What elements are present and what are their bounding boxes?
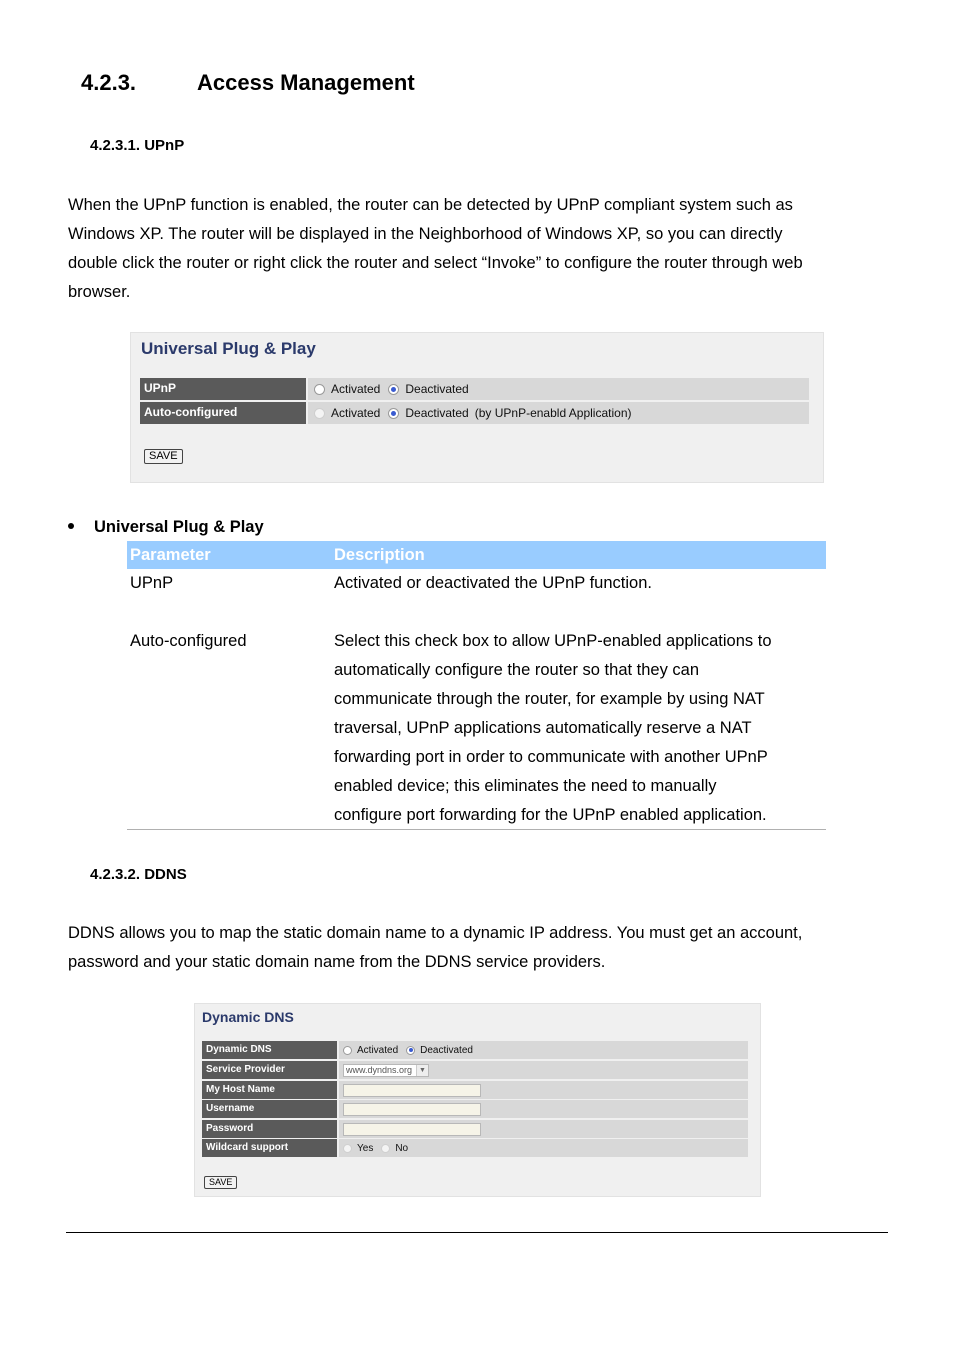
radio-checked-icon[interactable] — [388, 408, 399, 419]
description-line: traversal, UPnP applications automatically reserve a NAT — [334, 719, 752, 737]
table-row — [127, 569, 826, 627]
upnp-activated-option[interactable] — [314, 382, 380, 396]
auto-deactivated-option[interactable] — [388, 406, 468, 420]
footer-divider — [66, 1232, 888, 1233]
paragraph-line: Windows XP. The router will be displayed in the Neighborhood of Windows XP, so you can directly — [68, 225, 783, 243]
ddns-panel-title: Dynamic DNS — [202, 1009, 294, 1025]
bullet-item — [68, 518, 264, 537]
service-provider-cell — [339, 1061, 748, 1079]
host-name-cell — [339, 1081, 748, 1099]
header-description: Description — [334, 546, 425, 564]
upnp-options — [308, 378, 809, 400]
paragraph-line: browser. — [68, 283, 131, 301]
param-name: Auto-configured — [130, 632, 247, 650]
ddns-save-button[interactable]: SAVE — [204, 1176, 237, 1189]
auto-configured-label: Auto-configured — [140, 402, 306, 424]
upnp-panel-title: Universal Plug & Play — [141, 339, 316, 358]
description-line: enabled device; this eliminates the need to manually — [334, 777, 717, 795]
description-line: configure port forwarding for the UPnP enabled application. — [334, 806, 767, 824]
table-row — [127, 627, 826, 830]
service-provider-row — [202, 1061, 748, 1079]
username-cell — [339, 1100, 748, 1118]
param-description — [334, 569, 824, 598]
option-label: Activated — [331, 382, 381, 396]
paragraph-line: password and your static domain name from the DDNS service providers. — [68, 953, 606, 971]
password-input[interactable] — [343, 1123, 481, 1136]
username-row — [202, 1100, 748, 1118]
upnp-subheading: 4.2.3.1. UPnP — [90, 137, 185, 154]
bullet-label: Universal Plug & Play — [94, 518, 264, 536]
section-number: 4.2.3. — [81, 70, 137, 95]
upnp-save-button[interactable]: SAVE — [144, 449, 183, 464]
radio-checked-icon[interactable] — [388, 384, 399, 395]
ddns-subheading: 4.2.3.2. DDNS — [90, 866, 187, 883]
wildcard-no-option[interactable] — [381, 1143, 408, 1154]
option-label: Deactivated — [420, 1044, 473, 1056]
table-divider — [127, 829, 826, 830]
wildcard-options — [339, 1139, 748, 1157]
section-title: Access Management — [197, 70, 415, 95]
upnp-row — [140, 378, 809, 400]
dynamic-dns-row — [202, 1041, 748, 1059]
password-cell — [339, 1120, 748, 1138]
table-header — [127, 541, 826, 569]
auto-activated-option[interactable] — [314, 406, 380, 420]
auto-configured-row — [140, 402, 809, 424]
upnp-label: UPnP — [140, 378, 306, 400]
upnp-intro — [68, 191, 888, 307]
bullet-icon — [68, 523, 74, 529]
username-input[interactable] — [343, 1103, 481, 1116]
host-name-row — [202, 1081, 748, 1099]
radio-unchecked-icon[interactable] — [343, 1046, 352, 1055]
radio-checked-icon[interactable] — [406, 1046, 415, 1055]
wildcard-row — [202, 1139, 748, 1157]
radio-unchecked-icon[interactable] — [314, 384, 325, 395]
ddns-deactivated-option[interactable] — [406, 1045, 473, 1056]
section-heading — [81, 70, 415, 96]
description-line: forwarding port in order to communicate with another UPnP — [334, 748, 768, 766]
password-row — [202, 1120, 748, 1138]
paragraph-line: When the UPnP function is enabled, the router can be detected by UPnP compliant system such as — [68, 196, 793, 214]
description-line: automatically configure the router so that they can — [334, 661, 700, 679]
upnp-panel — [130, 332, 824, 483]
option-label: Activated — [357, 1044, 399, 1056]
dynamic-dns-options — [339, 1041, 748, 1059]
ddns-intro — [68, 919, 888, 977]
service-provider-select[interactable] — [343, 1064, 429, 1077]
option-label: Deactivated — [405, 382, 469, 396]
paragraph-line: double click the router or right click the router and select “Invoke” to configure the router through web — [68, 254, 803, 272]
param-description — [334, 627, 824, 830]
service-provider-label: Service Provider — [202, 1061, 337, 1079]
auto-configured-note: (by UPnP-enabld Application) — [474, 406, 632, 420]
radio-disabled-icon[interactable] — [314, 408, 325, 419]
wildcard-yes-option[interactable] — [343, 1143, 373, 1154]
option-label: No — [395, 1142, 409, 1154]
option-label: Activated — [331, 406, 381, 420]
host-name-input[interactable] — [343, 1084, 481, 1097]
description-line: Select this check box to allow UPnP-enabled applications to — [334, 632, 772, 650]
param-name: UPnP — [130, 574, 174, 592]
username-label: Username — [202, 1100, 337, 1118]
auto-configured-options — [308, 402, 809, 424]
radio-disabled-icon[interactable] — [381, 1144, 390, 1153]
paragraph-line: DDNS allows you to map the static domain name to a dynamic IP address. You must get an account, — [68, 924, 803, 942]
chevron-down-icon[interactable]: ▼ — [416, 1065, 428, 1076]
option-label: Yes — [357, 1142, 374, 1154]
selected-value: www.dyndns.org — [346, 1065, 413, 1075]
ddns-activated-option[interactable] — [343, 1045, 398, 1056]
password-label: Password — [202, 1120, 337, 1138]
header-parameter: Parameter — [130, 546, 211, 564]
description-line: Activated or deactivated the UPnP function. — [334, 574, 652, 592]
upnp-deactivated-option[interactable] — [388, 382, 468, 396]
radio-disabled-icon[interactable] — [343, 1144, 352, 1153]
description-line: communicate through the router, for example by using NAT — [334, 690, 765, 708]
wildcard-label: Wildcard support — [202, 1139, 337, 1157]
ddns-panel — [194, 1003, 761, 1197]
option-label: Deactivated — [405, 406, 469, 420]
host-name-label: My Host Name — [202, 1081, 337, 1099]
dynamic-dns-label: Dynamic DNS — [202, 1041, 337, 1059]
parameter-table — [127, 541, 826, 830]
